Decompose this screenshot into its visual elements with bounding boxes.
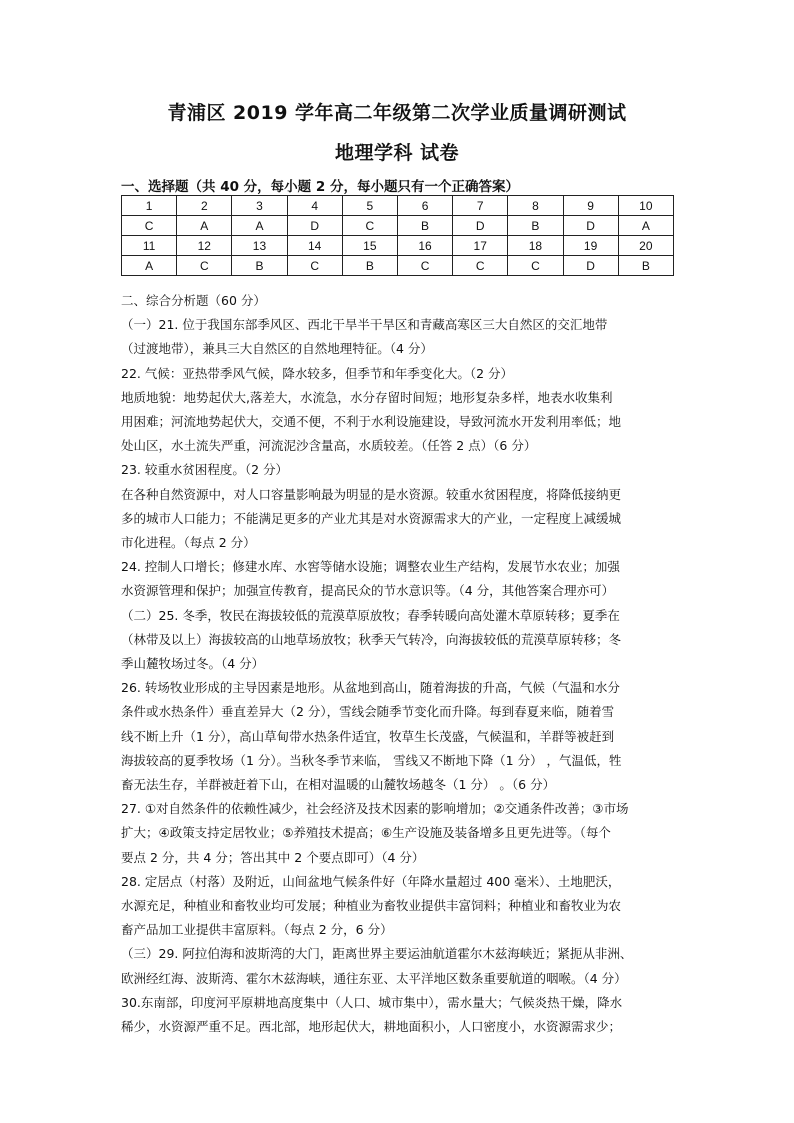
- question-number-cell: 10: [618, 196, 673, 216]
- answer-text-line: （二）25. 冬季，牧民在海拔较低的荒漠草原放牧；春季转暖向高处灌木草原转移；夏季在: [121, 607, 620, 623]
- answer-cell: B: [508, 216, 563, 236]
- answer-text-line: 处山区，水土流失严重，河流泥沙含量高，水质较差。（任答 2 点）（6 分）: [121, 438, 537, 454]
- exam-title: 青浦区 2019 学年高二年级第二次学业质量调研测试: [167, 102, 627, 124]
- answer-text-line: 22. 气候：亚热带季风气候，降水较多，但季节和年季变化大。（2 分）: [121, 365, 514, 381]
- answer-text-line: 用困难；河流地势起伏大，交通不便，不利于水利设施建设，导致河流水开发利用率低；地: [121, 414, 622, 430]
- answer-cell: A: [232, 216, 287, 236]
- answer-text-line: 畜产品加工业提供丰富原料。（每点 2 分，6 分）: [121, 922, 393, 938]
- answer-text-line: 28. 定居点（村落）及附近，山间盆地气候条件好（年降水量超过 400 毫米）、土地肥沃，: [121, 873, 621, 889]
- answer-text-line: 30.东南部，印度河平原耕地高度集中（人口、城市集中），需水量大；气候炎热干燥，降水: [121, 994, 623, 1010]
- answer-cell: D: [563, 216, 618, 236]
- answer-text-line: 水源充足，种植业和畜牧业均可发展；种植业为畜牧业提供丰富饲料；种植业和畜牧业为农: [121, 898, 622, 914]
- answer-cell: B: [397, 216, 452, 236]
- question-number-cell: 19: [563, 236, 618, 256]
- exam-subtitle: 地理学科 试卷: [334, 142, 460, 164]
- question-number-cell: 17: [453, 236, 508, 256]
- section-one-heading: 一、选择题（共 40 分，每小题 2 分，每小题只有一个正确答案）: [121, 179, 519, 195]
- question-number-cell: 2: [177, 196, 232, 216]
- answer-cell: C: [397, 256, 452, 276]
- answer-cell: B: [618, 256, 673, 276]
- answer-text-line: 要点 2 分，共 4 分；答出其中 2 个要点即可）（4 分）: [121, 849, 425, 865]
- answer-row: [122, 256, 674, 276]
- answer-table: [121, 195, 674, 276]
- question-number-cell: 18: [508, 236, 563, 256]
- answer-text-line: 市化进程。（每点 2 分）: [121, 535, 256, 551]
- question-number-row: [122, 236, 674, 256]
- answer-text-line: 水资源管理和保护；加强宣传教育，提高民众的节水意识等。（4 分，其他答案合理亦可）: [121, 583, 615, 599]
- answer-text-line: 线不断上升（1 分），高山草甸带水热条件适宜，牧草生长茂盛，气候温和，羊群等被赶到: [121, 728, 615, 744]
- answer-cell: D: [563, 256, 618, 276]
- answer-cell: B: [342, 256, 397, 276]
- question-number-cell: 4: [287, 196, 342, 216]
- analysis-section: [121, 289, 681, 1039]
- answer-row: [122, 216, 674, 236]
- answer-text-line: 24. 控制人口增长；修建水库、水窖等储水设施；调整农业生产结构，发展节水农业；加强: [121, 559, 620, 575]
- answer-text-line: 23. 较重水贫困程度。（2 分）: [121, 462, 289, 478]
- answer-text-line: 在各种自然资源中，对人口容量影响最为明显的是水资源。较重水贫困程度，将降低接纳更: [121, 486, 622, 502]
- question-number-cell: 7: [453, 196, 508, 216]
- answer-text-line: 地质地貌：地势起伏大,落差大，水流急，水分存留时间短；地形复杂多样，地表水收集利: [121, 389, 613, 405]
- answer-cell: C: [122, 216, 177, 236]
- question-number-row: [122, 196, 674, 216]
- question-number-cell: 9: [563, 196, 618, 216]
- answer-text-line: （三）29. 阿拉伯海和波斯湾的大门，距离世界主要运油航道霍尔木兹海峡近；紧扼从非洲、: [121, 946, 633, 962]
- answer-text-line: 26. 转场牧业形成的主导因素是地形。从盆地到高山，随着海拔的升高，气候（气温和水分: [121, 680, 620, 696]
- answer-text-line: （一）21. 位于我国东部季风区、西北干旱半干旱区和青藏高寒区三大自然区的交汇地带: [121, 317, 608, 333]
- answer-text-line: 多的城市人口能力；不能满足更多的产业尤其是对水资源需求大的产业，一定程度上减缓城: [121, 510, 622, 526]
- question-number-cell: 5: [342, 196, 397, 216]
- answer-cell: C: [287, 256, 342, 276]
- answer-text-line: 27. ①对自然条件的依赖性减少，社会经济及技术因素的影响增加；②交通条件改善；③市场: [121, 801, 629, 817]
- answer-cell: D: [453, 216, 508, 236]
- question-number-cell: 20: [618, 236, 673, 256]
- answer-cell: B: [232, 256, 287, 276]
- question-number-cell: 13: [232, 236, 287, 256]
- answer-cell: C: [508, 256, 563, 276]
- answer-text-line: 稀少，水资源严重不足。西北部，地形起伏大，耕地面积小，人口密度小，水资源需求少；: [121, 1019, 622, 1035]
- question-number-cell: 12: [177, 236, 232, 256]
- answer-text-line: 季山麓牧场过冬。（4 分）: [121, 656, 265, 672]
- answer-text-line: 欧洲经红海、波斯湾、霍尔木兹海峡，通往东亚、太平洋地区数条重要航道的咽喉。（4 分）: [121, 970, 627, 986]
- answer-cell: A: [122, 256, 177, 276]
- answer-cell: D: [287, 216, 342, 236]
- question-number-cell: 1: [122, 196, 177, 216]
- answer-text-line: （过渡地带），兼具三大自然区的自然地理特征。（4 分）: [121, 341, 433, 357]
- question-number-cell: 16: [397, 236, 452, 256]
- answer-text-line: 畜无法生存，羊群被赶着下山，在相对温暖的山麓牧场越冬（1 分） 。（6 分）: [121, 777, 556, 793]
- answer-cell: C: [342, 216, 397, 236]
- question-number-cell: 3: [232, 196, 287, 216]
- answer-text-line: （林带及以上）海拔较高的山地草场放牧；秋季天气转冷，向海拔较低的荒漠草原转移；冬: [121, 631, 622, 647]
- question-number-cell: 14: [287, 236, 342, 256]
- answer-cell: C: [453, 256, 508, 276]
- answer-text-line: 扩大；④政策支持定居牧业；⑤养殖技术提高；⑥生产设施及装备增多且更先进等。（每个: [121, 825, 611, 841]
- answer-text-line: 海拔较高的夏季牧场（1 分）。当秋冬季节来临， 雪线又不断地下降（1 分） ，气温低，牲: [121, 752, 622, 768]
- answer-cell: A: [618, 216, 673, 236]
- question-number-cell: 6: [397, 196, 452, 216]
- answer-cell: C: [177, 256, 232, 276]
- answer-text-line: 条件或水热条件）垂直差异大（2 分），雪线会随季节变化而升降。每到春夏来临，随着雪: [121, 704, 615, 720]
- question-number-cell: 15: [342, 236, 397, 256]
- question-number-cell: 8: [508, 196, 563, 216]
- section-two-heading: 二、综合分析题（60 分）: [121, 293, 266, 308]
- answer-cell: A: [177, 216, 232, 236]
- question-number-cell: 11: [122, 236, 177, 256]
